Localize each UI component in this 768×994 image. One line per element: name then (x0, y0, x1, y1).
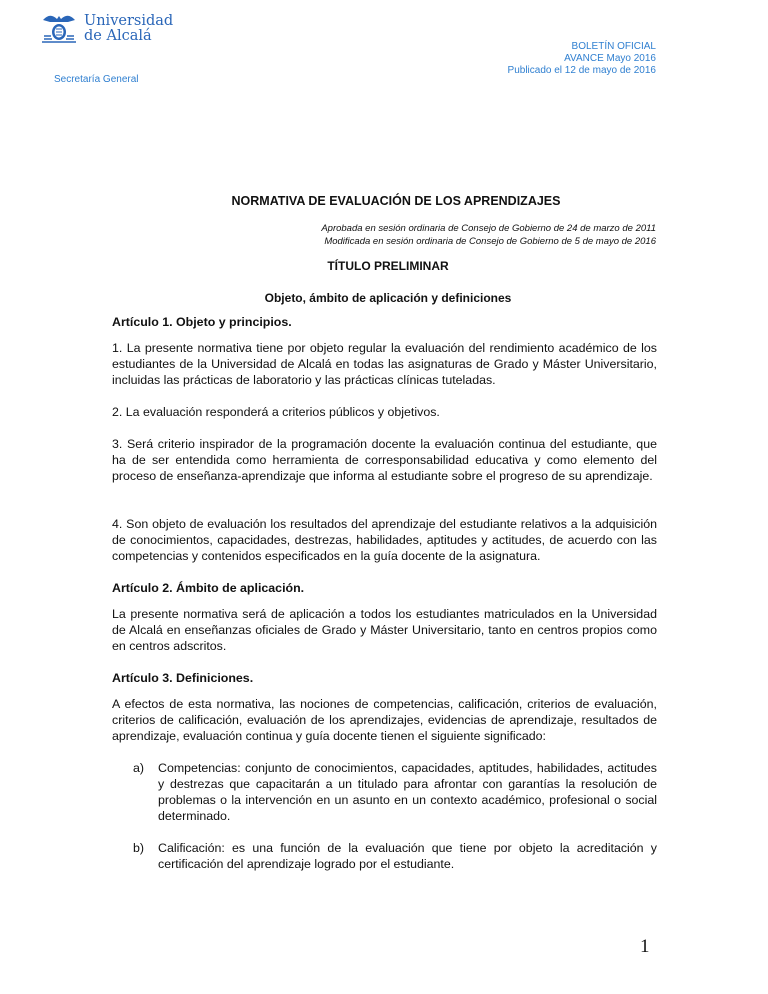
item-text: Calificación: es una función de la evaluación que tiene por objeto la acreditación y certificación del aprendizaje logrado por el estudiante. (158, 841, 657, 871)
approval-date: Aprobada en sesión ordinaria de Consejo de Gobierno de 24 de marzo de 2011 (321, 223, 656, 234)
article-1-paragraph-1: 1. La presente normativa tiene por objeto regular la evaluación del rendimiento académico de los estudiantes de la Universidad de Alcalá en todas las asignaturas de Grado y Máster Universitario, incluidas las prácticas de laboratorio y las prácticas clínicas tuteladas. (112, 341, 657, 387)
bulletin-info (508, 41, 656, 77)
article-3-heading: Artículo 3. Definiciones. (112, 671, 254, 685)
article-1-heading: Artículo 1. Objeto y principios. (112, 315, 292, 329)
article-2-heading: Artículo 2. Ámbito de aplicación. (112, 581, 305, 595)
item-marker: a) (133, 761, 145, 775)
section-title: TÍTULO PRELIMINAR (327, 259, 449, 273)
department-label: Secretaría General (54, 74, 139, 85)
university-crest-icon (40, 12, 78, 46)
article-1-paragraph-3: 3. Será criterio inspirador de la programación docente la evaluación continua del estudiante, que ha de ser entendida como herramienta de corresponsabilidad educativa y como elemento del proceso de enseñanza-aprendizaje que informa al estudiante sobre el progreso de su aprendizaje. (112, 437, 657, 483)
item-text: Competencias: conjunto de conocimientos, capacidades, aptitudes, habilidades, actitudes y destrezas que capacitarán a un titulado para afrontar con garantías la resolución de problemas o la intervención en un asunto en un contexto académico, profesional o social determinado. (158, 761, 657, 823)
article-1-paragraph-2: 2. La evaluación responderá a criterios públicos y objetivos. (112, 405, 440, 419)
logo-line-1: Universidad (84, 13, 174, 29)
definition-item (133, 840, 657, 872)
approval-notes (321, 222, 656, 248)
article-1-paragraph-4: 4. Son objeto de evaluación los resultados del aprendizaje del estudiante relativos a la adquisición de conocimientos, capacidades, destrezas, habilidades, aptitudes y actitudes, de acuerdo con las competencias y contenidos especificados en la guía docente de la asignatura. (112, 517, 657, 563)
bulletin-edition: AVANCE Mayo 2016 (564, 53, 656, 64)
document-title: NORMATIVA DE EVALUACIÓN DE LOS APRENDIZAJES (231, 194, 561, 208)
page-number: 1 (640, 936, 650, 957)
bulletin-date: Publicado el 12 de mayo de 2016 (507, 65, 656, 76)
article-2-paragraph: La presente normativa será de aplicación a todos los estudiantes matriculados en la Universidad de Alcalá en enseñanzas oficiales de Grado y Máster Universitario, tanto en centros propios como en centros adscritos. (112, 607, 657, 653)
university-logo (40, 12, 173, 46)
article-3-paragraph: A efectos de esta normativa, las nociones de competencias, calificación, criterios de evaluación, criterios de calificación, evaluación de los aprendizajes, evidencias de aprendizaje, resultados de aprendizaje, evaluación continua y guía docente tienen el siguiente significado: (112, 697, 657, 743)
bulletin-title: BOLETÍN OFICIAL (571, 41, 656, 52)
definition-item (133, 760, 657, 824)
modification-date: Modificada en sesión ordinaria de Consejo de Gobierno de 5 de mayo de 2016 (324, 236, 656, 247)
logo-line-2: de Alcalá (84, 28, 152, 44)
section-subtitle: Objeto, ámbito de aplicación y definiciones (264, 291, 512, 305)
item-marker: b) (133, 841, 145, 855)
